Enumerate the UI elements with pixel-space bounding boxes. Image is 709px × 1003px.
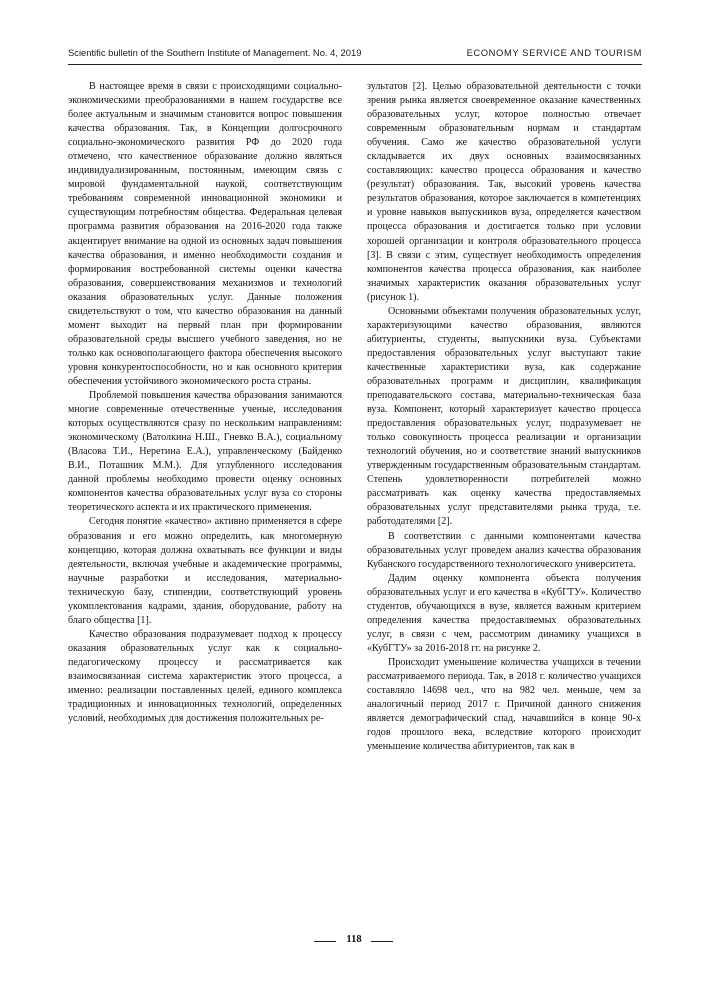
paragraph: Качество образования подразумевает подход к процессу оказания образовательных услуг как к социально-педагогическому процессу и рассматривается как взаимосвязанная система характеристик этого процесса, а именно: реализации поставленных целей, единого комплекса традиционных и инновационных технологий, определенных условий, необходимых для достижения положительных ре- [68, 628, 342, 725]
page-number: 118 [346, 934, 362, 945]
journal-title: Scientific bulletin of the Southern Institute of Management. No. 4, 2019 [68, 47, 362, 58]
paragraph: Дадим оценку компонента объекта получения образовательных услуг и его качества в «КубГТУ». Количество студентов, обучающихся в вузе, является важным критерием определения качества предоставляемых образовательных услуг, в связи с чем, рассмотрим динамику учащихся в «КубГТУ» за 2016-2018 гг. на рисунке 2. [367, 572, 641, 654]
left-column [68, 80, 342, 726]
paragraph: В соответствии с данными компонентами качества образовательных услуг проведем анализ качества образования Кубанского государственного технологического университета. [367, 530, 641, 570]
footer-rule-right [371, 941, 393, 942]
paragraph-continued: зультатов [2]. Целью образовательной деятельности с точки зрения рынка является своевременное оказание качественных образовательных услуг, которое полностью отвечает современным образовательным нормам и стандартам обучения. Само же качество образовательной услуги складывается их двух основных взаимосвязанных составляющих: качество процесса образования и качество (результат) образования. Так, высокий уровень качества результатов образования, которое заключается в компетенциях и уровне навыков выпускников вуза, определяется качеством процесса образования и достигается только при условии хорошей организации и контроля образовательного процесса [3]. В связи с этим, существует необходимость определения компонентов качества процесса образования, как наиболее значимых характеристик оказания образовательных услуг (рисунок 1). [367, 81, 641, 303]
section-title: ECONOMY SERVICE AND TOURISM [466, 47, 642, 58]
page-footer [0, 934, 709, 950]
right-column [367, 80, 641, 754]
paragraph: Проблемой повышения качества образования занимаются многие современные отечественные ученые, исследования которых осуществляются сразу по нескольким направлениям: экономическому (Ватолкина Н.Ш., Гневко В.А.), социальному (Власова Т.И., Неретина Е.А.), управленческому (Байденко В.И., Поташник М.М.). Для углубленного исследования данной проблемы необходимо провести оценку основных компонентов качества образовательных услуг вуза со стороны теоретического аспекта и их практического применения. [68, 390, 342, 514]
paragraph: В настоящее время в связи с происходящими социально-экономическими преобразованиями в нашем государстве все более актуальным и значимым становится вопрос повышения качества образования. Так, в Концепции долгосрочного социально-экономического развития РФ до 2020 года отмечено, что качественное образование должно являться индивидуализированным, постоянным, имеющим связь с мировой фундаментальной наукой, соответствующим требованиям современной инновационной экономики и существующим потребностям общества. Федеральная целевая программа развития образования на 2016-2020 года также акцентирует внимание на одной из основных задач повышения качества образования, и именно необходимости создания и формирования востребованной системы оценки качества образования, совершенствования механизмов и технологий оказания образовательных услуг. Данные положения свидетельствуют о том, что качество образования на данный момент выходит на первый план при формировании образовательной среды высшего учебного заведения, но не только как основополагающего фактора обеспечения высокого уровня конкурентоспособности, но и как основного критерия обеспечения устойчивого экономического роста страны. [68, 81, 342, 387]
paragraph: Основными объектами получения образовательных услуг, характеризующими качество образования, являются абитуриенты, студенты, выпускники вуза. Субъектами предоставления образовательных услуг выступают такие качественные характеристики вуза, как содержание образовательных программ и дисциплин, квалификация преподавательского состава, материально-техническая база вуза. Компонент, который характеризует качество процесса предоставления образовательных услуг, подразумевает не только совокупность процесса реализации и организации технологий обучения, но и соответствие знаний выпускников утвержденным государственным образовательным стандартам. Степень удовлетворенности потребителей можно рассматривать как оценку качества предоставляемых образовательных услуг представителями рынка труда, т.е. работодателями [2]. [367, 305, 641, 528]
header-divider [68, 64, 642, 65]
footer-rule-left [314, 941, 336, 942]
running-header [68, 47, 642, 61]
paragraph: Сегодня понятие «качество» активно применяется в сфере образования и его можно определить, как многомерную концепцию, которая должна охватывать все функции и виды деятельности, включая учебные и академические программы, научные разработки и исследования, материально-техническую базу, стипендии, соответствующий уровень укомплектования кадрами, здания, оборудование, работу на благо общества [1]. [68, 516, 342, 626]
paragraph: Происходит уменьшение количества учащихся в течении рассматриваемого периода. Так, в 2018 г. количество учащихся составляло 14698 чел., что на 982 чел. меньше, чем за аналогичный период 2017 г. Причиной данного снижения является демографический спад, начавшийся в конце 90-х годов прошлого века, вследствие которого происходит уменьшение количества абитуриентов, так как в [367, 656, 641, 753]
